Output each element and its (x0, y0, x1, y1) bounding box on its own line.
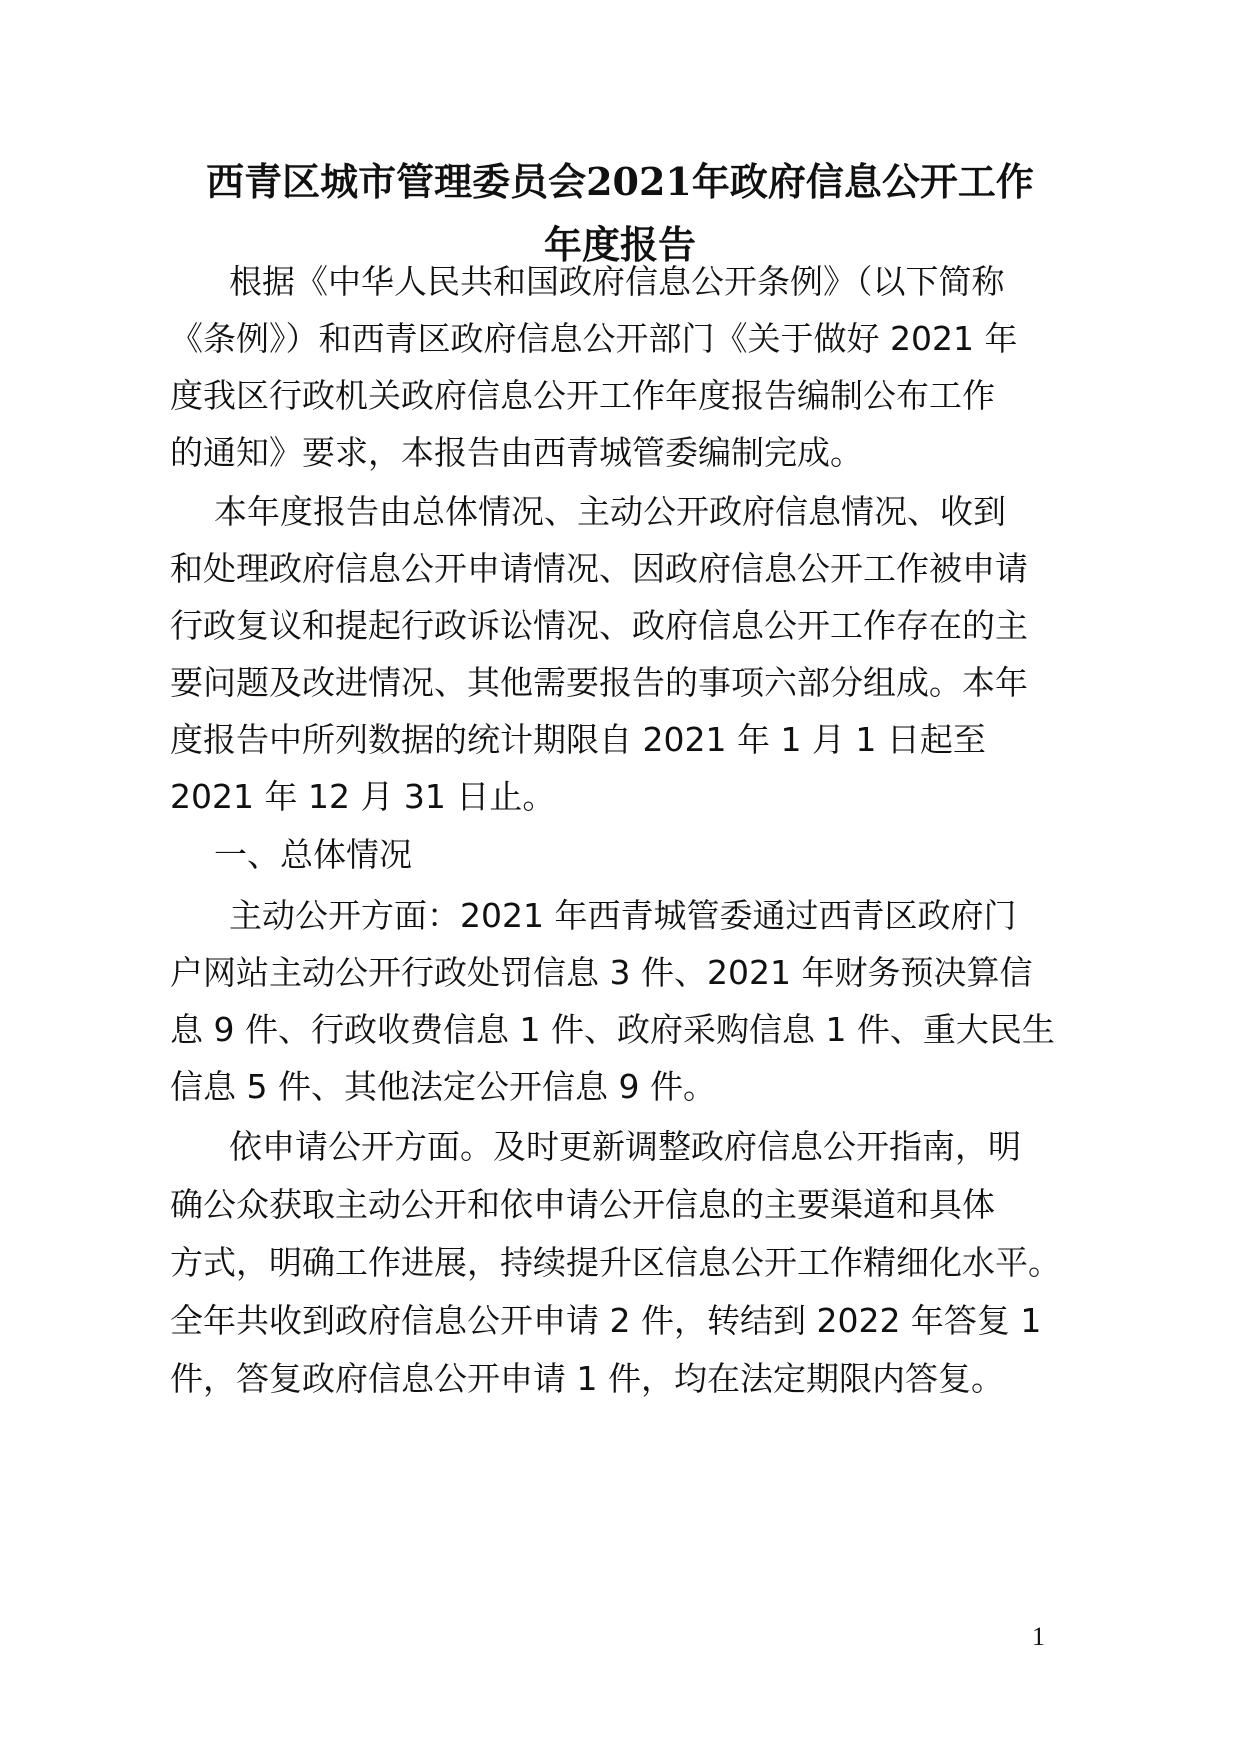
paragraph-2-line-1: 本年度报告由总体情况、主动公开政府信息情况、收到 (214, 492, 1006, 531)
document-title-line-2: 年度报告 (543, 222, 696, 267)
paragraph-4-line-1: 依申请公开方面。及时更新调整政府信息公开指南，明 (229, 1127, 1021, 1166)
paragraph-4-line-2: 确公众获取主动公开和依申请公开信息的主要渠道和具体 (170, 1185, 995, 1224)
paragraph-2-line-6: 2021 年 12 月 31 日止。 (170, 777, 556, 816)
paragraph-3-line-1: 主动公开方面：2021 年西青城管委通过西青区政府门 (229, 896, 1017, 935)
paragraph-4-line-3: 方式，明确工作进展，持续提升区信息公开工作精细化水平。 (170, 1243, 1061, 1282)
paragraph-2-line-5: 度报告中所列数据的统计期限自 2021 年 1 月 1 日起至 (170, 720, 986, 759)
section-heading-overview: 一、总体情况 (214, 835, 412, 874)
paragraph-1-line-3: 度我区行政机关政府信息公开工作年度报告编制公布工作 (170, 376, 995, 415)
paragraph-2-line-3: 行政复议和提起行政诉讼情况、政府信息公开工作存在的主 (170, 606, 1028, 645)
paragraph-3-line-2: 户网站主动公开行政处罚信息 3 件、2021 年财务预决算信 (170, 953, 1033, 992)
paragraph-4-line-5: 件，答复政府信息公开申请 1 件，均在法定期限内答复。 (170, 1359, 1004, 1398)
paragraph-2-line-4: 要问题及改进情况、其他需要报告的事项六部分组成。本年 (170, 663, 1028, 702)
paragraph-3-line-4: 信息 5 件、其他法定公开信息 9 件。 (170, 1067, 716, 1106)
paragraph-1-line-2: 《条例》）和西青区政府信息公开部门《关于做好 2021 年 (170, 319, 1018, 358)
page-number: 1 (1032, 1622, 1045, 1651)
document-title-line-1: 西青区城市管理委员会2021年政府信息公开工作 (206, 159, 1034, 204)
paragraph-3-line-3: 息 9 件、行政收费信息 1 件、政府采购信息 1 件、重大民生 (170, 1010, 1055, 1049)
paragraph-2-line-2: 和处理政府信息公开申请情况、因政府信息公开工作被申请 (170, 549, 1028, 588)
paragraph-1-line-4: 的通知》要求，本报告由西青城管委编制完成。 (170, 433, 863, 472)
paragraph-4-line-4: 全年共收到政府信息公开申请 2 件，转结到 2022 年答复 1 (170, 1301, 1042, 1340)
paragraph-1-line-1: 根据《中华人民共和国政府信息公开条例》（以下简称 (229, 262, 1005, 301)
